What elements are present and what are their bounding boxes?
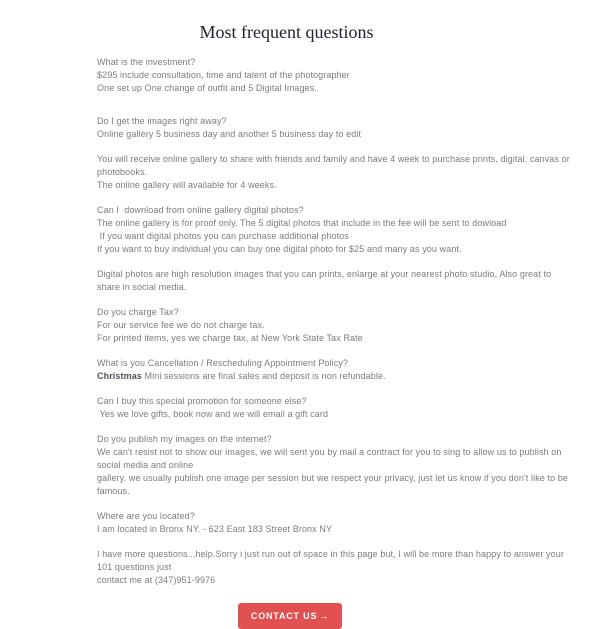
faq-content [97, 56, 572, 587]
faq-answer: If you want digital photos you can purchase additional photos [97, 231, 349, 241]
faq-answer: For printed items, yes we charge tax, at New York State Tax Rate [97, 333, 363, 343]
faq-section-more-questions [97, 548, 572, 587]
arrow-right-icon: → [319, 611, 330, 621]
faq-answer: Yes we love gifts, book now and we will email a gift card [97, 409, 329, 419]
faq-answer: The online gallery is for proof only. The 5 digital photos that include in the fee will be sent to dowload [97, 218, 507, 228]
contact-us-label: CONTACT US [250, 611, 318, 621]
faq-section-download-photos [97, 204, 572, 256]
contact-button-row [0, 603, 580, 629]
faq-question: Can I download from online gallery digital photos? [97, 205, 304, 215]
faq-question: Do you publish my images on the internet? [97, 434, 272, 444]
page-title: Most frequent questions [199, 22, 374, 42]
faq-question: What is you Cancellation / Rescheduling Appointment Policy? [97, 358, 349, 368]
faq-answer: One set up One change of outfit and 5 Digital Images. [97, 83, 317, 93]
faq-section-cancellation-policy [97, 357, 572, 383]
faq-section-tax [97, 306, 572, 345]
faq-answer: For our service fee we do not charge tax. [97, 320, 265, 330]
faq-answer: The online gallery will available for 4 weeks. [97, 180, 277, 190]
faq-answer: If you want to buy individual you can buy one digital photo for $25 and many as you want. [97, 244, 462, 254]
faq-answer-bold-word: Christmas [97, 371, 142, 381]
faq-section-digital-photos-info [97, 268, 572, 294]
faq-answer-rest: Mini sessions are final sales and deposit is non refundable. [141, 371, 386, 381]
faq-answer: We can't resist not to show our images, we will sent you by mail a contract for you to sing to allow us to publish on social media and online [97, 447, 565, 470]
faq-question: Do you charge Tax? [97, 307, 179, 317]
faq-section-publish-images [97, 433, 572, 498]
faq-answer: I have more questions...help.Sorry i just run out of space in this page but, I will be more than happy to answer your 101 questions just [97, 549, 567, 572]
faq-section-location [97, 510, 572, 536]
faq-answer: $295 include consultation, time and talent of the photographer [97, 70, 350, 80]
faq-answer [97, 370, 572, 383]
faq-question: Do I get the images right away? [97, 116, 227, 126]
faq-answer: Online gallery 5 business day and another 5 business day to edit [97, 129, 362, 139]
faq-section-online-gallery [97, 153, 572, 192]
faq-answer: You will receive online gallery to share with friends and family and have 4 week to purchase prints, digital, canvas or photobooks. [97, 154, 573, 177]
faq-section-gift [97, 395, 572, 421]
faq-answer: I am located in Bronx NY. - 623 East 183 Street Bronx NY [97, 524, 333, 534]
faq-section-images-right-away [97, 115, 572, 141]
faq-answer: contact me at (347)951-9976 [97, 575, 216, 585]
faq-question: Can I buy this special promotion for someone else? [97, 396, 307, 406]
contact-us-button[interactable] [238, 603, 342, 629]
faq-question: Where are you located? [97, 511, 195, 521]
faq-answer: Digital photos are high resolution images that you can prints, enlarge at your nearest photo studio, Also great to share in social media. [97, 269, 554, 292]
faq-section-investment [97, 56, 572, 95]
faq-question: What is the investment? [97, 57, 196, 67]
faq-answer: gallery. we usually publish one image per session but we respect your privacy, just let us know if you don't like to be famous. [97, 473, 571, 496]
